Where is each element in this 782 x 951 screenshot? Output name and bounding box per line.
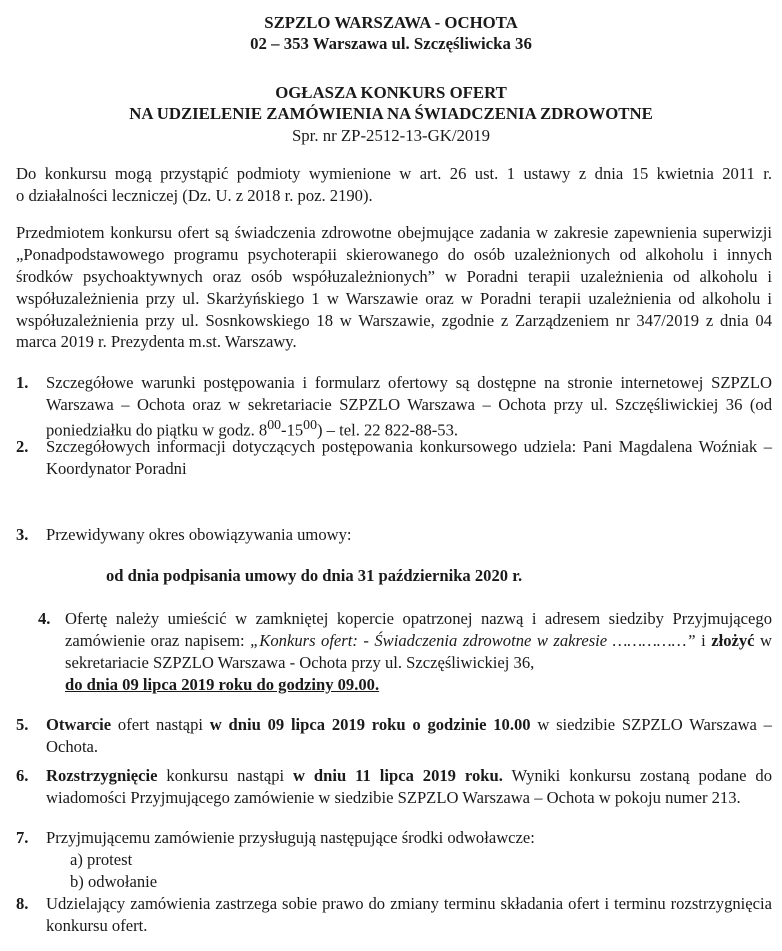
subject-paragraph: Przedmiotem konkursu ofert są świadczenia zdrowotne obejmujące zadania w zakresie zapewnienia superwizji „Ponadpodstawowego programu psychoterapii skierowanego do osób uzależnionych od alkoholu i innych środków psychoaktywnych oraz osób współuzależnionych” w Poradni terapii uzależnienia od alkoholu i współuzależnienia przy ul. Skarżyńskiego 1 w Warszawie oraz w Poradni terapii uzależnienia od alkoholu i współuzależnienia przy ul. Sosnkowskiego 18 w Warszawie, zgodnie z Zarządzeniem nr 347/2019 z dnia 04 marca 2019 r. Prezydenta m.st. Warszawy. — [16, 223, 772, 352]
intro-line-2: o działalności leczniczej (Dz. U. z 2018 r. poz. 2190). — [16, 185, 373, 205]
announcement-line-2: NA UDZIELENIE ZAMÓWIENIA NA ŚWIADCZENIA ZDROWOTNE — [129, 104, 653, 124]
list-item-text: Przyjmującemu zamówienie przysługują następujące środki odwoławcze: — [46, 828, 535, 847]
list-item-1 — [16, 372, 772, 441]
list-item-text: Szczegółowe warunki postępowania i formularz ofertowy są dostępne na stronie internetowej SZPZLO Warszawa – Ochota oraz w sekretariacie SZPZLO Warszawa – Ochota przy ul. Szczęśliwickiej 36 (od poniedziałku do piątku w godz. $8^{00}-15^{00}$) – tel. 22 822-88-53. — [46, 373, 772, 440]
list-item-number: 2. — [16, 437, 29, 456]
organization-address: 02 – 353 Warszawa ul. Szczęśliwicka 36 — [250, 34, 532, 54]
list-item-number: 3. — [16, 525, 29, 544]
list-item-text: Otwarcie ofert nastąpi w dniu 09 lipca 2019 roku o godzinie 10.00 w siedzibie SZPZLO Warszawa – Ochota. — [46, 715, 772, 756]
list-item-text: Przewidywany okres obowiązywania umowy: — [46, 525, 352, 544]
list-item-text: Rozstrzygnięcie konkursu nastąpi w dniu 11 lipca 2019 roku. Wyniki konkursu zostaną podane do wiadomości Przyjmującego zamówienie w siedzibie SZPZLO Warszawa – Ochota w pokoju numer 213. — [46, 766, 772, 807]
announcement-line-1: OGŁASZA KONKURS OFERT — [275, 83, 507, 102]
reference-number: Spr. nr ZP-2512-13-GK/2019 — [291, 125, 491, 145]
list-item-text: Szczegółowych informacji dotyczących postępowania konkursowego udziela: Pani Magdalena Woźniak – Koordynator Poradni — [46, 437, 772, 478]
list-item-text: Ofertę należy umieścić w zamkniętej kopercie opatrzonej nazwą i adresem siedziby Przyjmującego zamówienie oraz napisem: „Konkurs ofert: - Świadczenia zdrowotne w zakresie ……………” i złożyć w sekretariacie SZPZLO Warszawa - Ochota przy ul. Szczęśliwickiej 36, do dnia 09 lipca 2019 roku do godziny 09.00. — [65, 609, 772, 694]
contract-period: od dnia podpisania umowy do dnia 31 października 2020 r. — [106, 566, 523, 585]
appeal-option-b: b) odwołanie — [70, 871, 158, 891]
organization-name: SZPZLO WARSZAWA - OCHOTA — [264, 13, 518, 32]
submission-deadline: do dnia 09 lipca 2019 roku do godziny 09.00. — [65, 674, 380, 694]
envelope-label: „Konkurs ofert: - Świadczenia zdrowotne w zakresie ……………” — [250, 630, 696, 650]
list-item-number: 5. — [16, 715, 29, 734]
list-item-number: 8. — [16, 894, 29, 913]
list-item-8 — [16, 893, 772, 937]
appeal-options — [46, 849, 772, 893]
list-item-7 — [16, 827, 772, 893]
document-header — [0, 12, 782, 55]
intro-line-1: Do konkursu mogą przystąpić podmioty wymienione w art. 26 ust. 1 ustawy z dnia 15 kwietnia 2011 r. — [16, 164, 772, 183]
list-item-3 — [16, 524, 772, 546]
list-item-2 — [16, 436, 772, 480]
list-item-5 — [16, 714, 772, 758]
list-item-number: 1. — [16, 373, 29, 392]
list-item-number: 4. — [38, 609, 51, 628]
list-item-number: 6. — [16, 766, 29, 785]
list-item-text: Udzielający zamówienia zastrzega sobie prawo do zmiany terminu składania ofert i terminu rozstrzygnięcia konkursu ofert. — [46, 894, 772, 935]
list-item-number: 7. — [16, 828, 29, 847]
list-item-4 — [38, 608, 772, 696]
intro-paragraph — [16, 163, 772, 207]
announcement-title — [0, 82, 782, 146]
list-item-6 — [16, 765, 772, 809]
appeal-option-a: a) protest — [70, 849, 133, 869]
